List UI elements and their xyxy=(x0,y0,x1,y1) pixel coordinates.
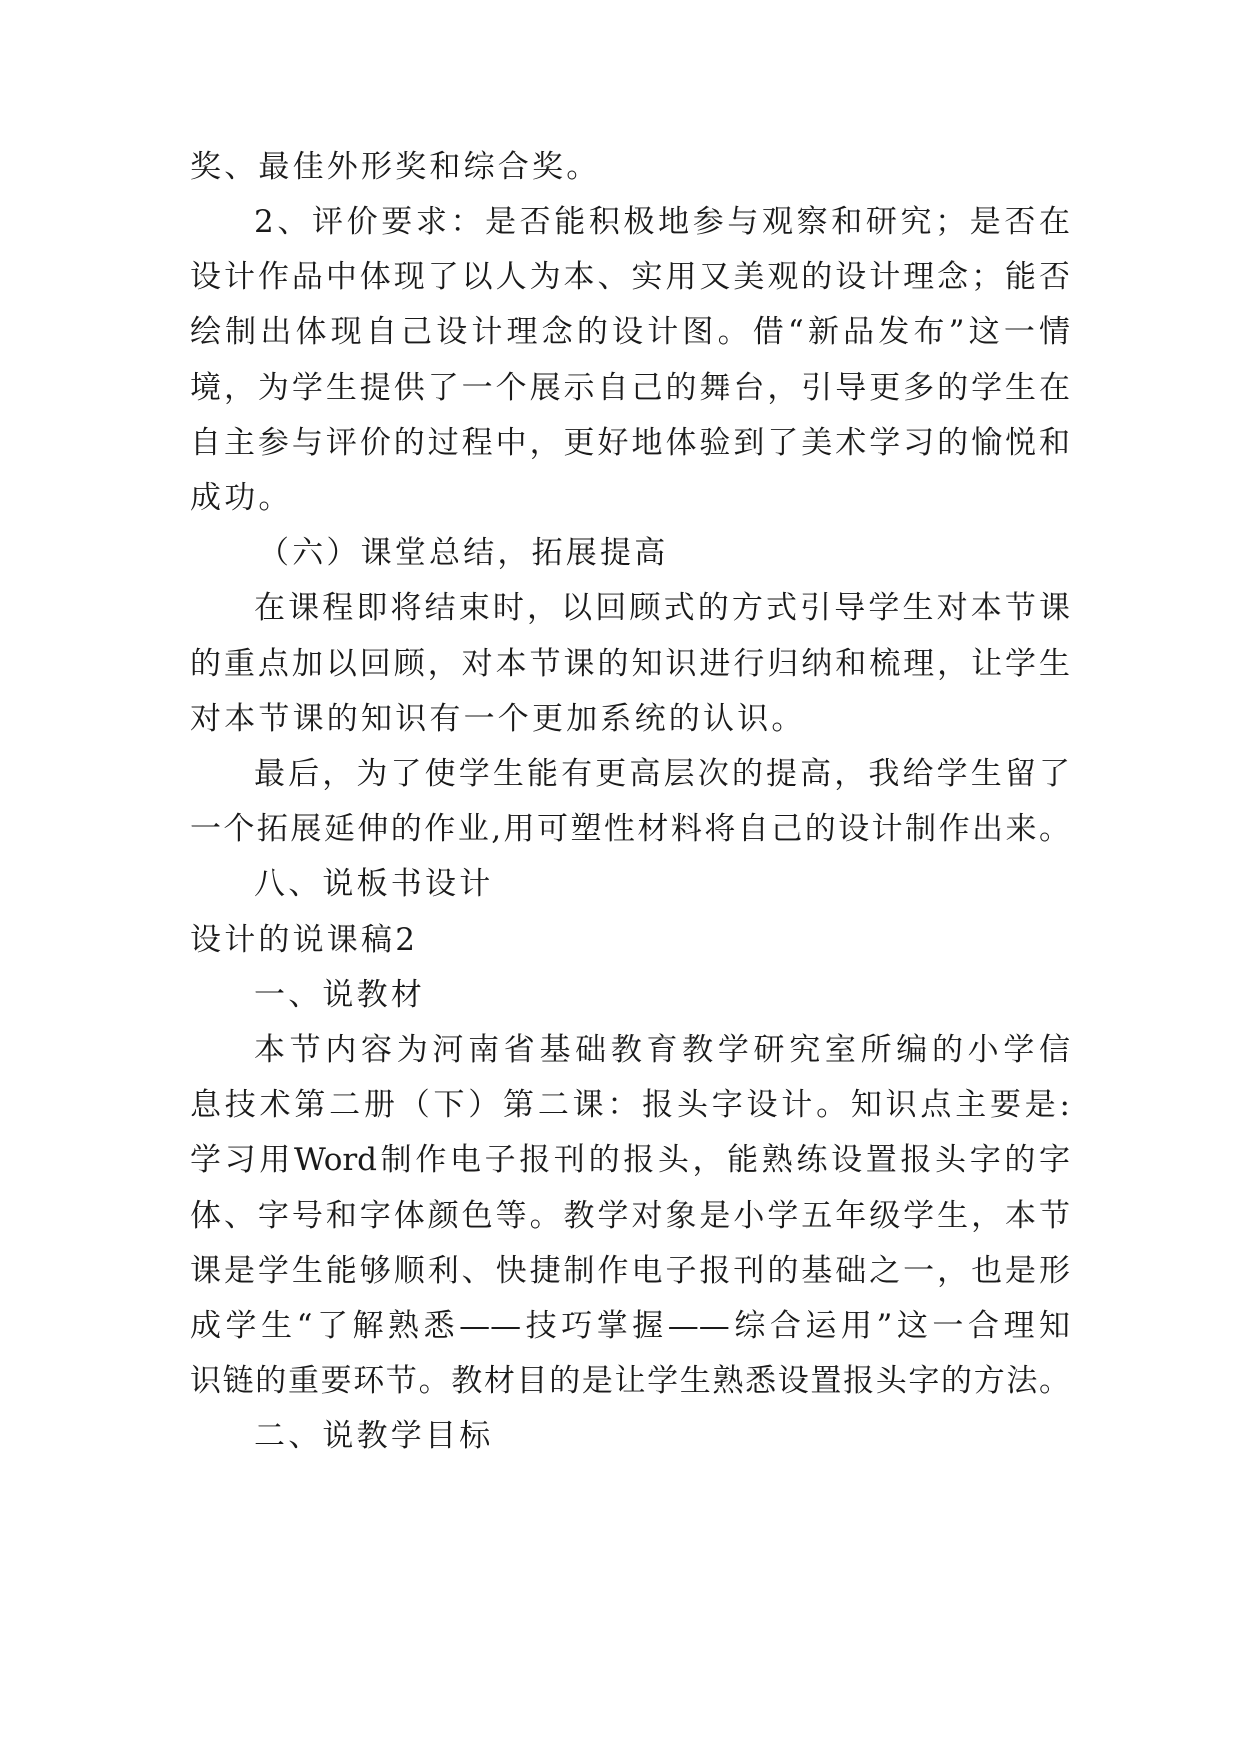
text-line: 最后，为了使学生能有更高层次的提高，我给学生留了 xyxy=(254,756,1070,792)
text-line: 成功。 xyxy=(190,480,293,516)
section-heading: 八、说板书设计 xyxy=(254,866,494,902)
document-title: 设计的说课稿2 xyxy=(190,922,419,958)
text-line: 自主参与评价的过程中，更好地体验到了美术学习的愉悦和 xyxy=(190,425,1070,461)
text-line: 绘制出体现自己设计理念的设计图。借“新品发布”这一情 xyxy=(190,314,1070,350)
text-line: 学习用Word制作电子报刊的报头，能熟练设置报头字的字 xyxy=(190,1142,1070,1178)
text-line: 设计作品中体现了以人为本、实用又美观的设计理念；能否 xyxy=(190,259,1070,295)
text-line: 境，为学生提供了一个展示自己的舞台，引导更多的学生在 xyxy=(190,370,1070,406)
text-line: 奖、最佳外形奖和综合奖。 xyxy=(190,149,601,185)
text-line: 2、评价要求：是否能积极地参与观察和研究；是否在 xyxy=(254,204,1070,240)
section-heading: 二、说教学目标 xyxy=(254,1418,494,1454)
text-line: 息技术第二册（下）第二课：报头字设计。知识点主要是: xyxy=(190,1087,1070,1123)
section-heading: （六）课堂总结，拓展提高 xyxy=(258,535,669,571)
text-line: 识链的重要环节。教材目的是让学生熟悉设置报头字的方法。 xyxy=(190,1363,1070,1399)
section-heading: 一、说教材 xyxy=(254,977,425,1013)
text-line: 本节内容为河南省基础教育教学研究室所编的小学信 xyxy=(254,1032,1070,1068)
text-line: 体、字号和字体颜色等。教学对象是小学五年级学生，本节 xyxy=(190,1198,1070,1234)
text-line: 在课程即将结束时，以回顾式的方式引导学生对本节课 xyxy=(254,590,1070,626)
text-line: 的重点加以回顾，对本节课的知识进行归纳和梳理，让学生 xyxy=(190,646,1070,682)
text-line: 对本节课的知识有一个更加系统的认识。 xyxy=(190,701,806,737)
text-line: 成学生“了解熟悉——技巧掌握——综合运用”这一合理知 xyxy=(190,1308,1070,1344)
text-line: 课是学生能够顺利、快捷制作电子报刊的基础之一，也是形 xyxy=(190,1253,1070,1289)
text-line: 一个拓展延伸的作业,用可塑性材料将自己的设计制作出来。 xyxy=(190,811,1070,847)
